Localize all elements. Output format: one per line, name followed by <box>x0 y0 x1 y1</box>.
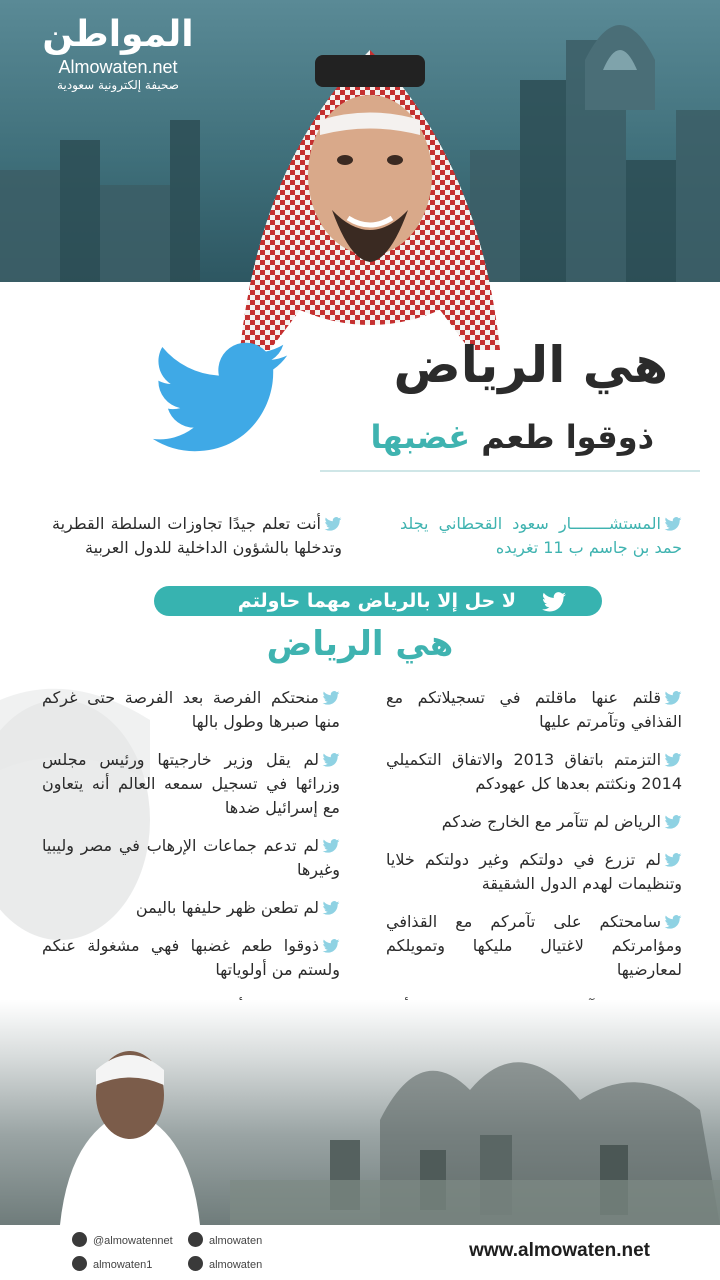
logo-wordmark: المواطن <box>42 14 194 55</box>
tweet-bird-icon <box>664 853 682 867</box>
tweet-text: سامحتكم على تآمركم مع القذافي ومؤامرتكم لاغتيال مليكها وتمويلكم لمعارضيها <box>386 912 682 979</box>
twitter-handle[interactable] <box>72 1232 173 1247</box>
tweet-item <box>42 834 340 882</box>
tweet-text: الرياض لم تتآمر مع الخارج ضدكم <box>441 812 661 831</box>
snapchat-icon <box>188 1232 203 1247</box>
snapchat-handle-text: almowaten <box>209 1235 263 1247</box>
top-tweet-left <box>52 512 342 560</box>
tweet-item <box>42 686 340 734</box>
instagram-handle[interactable] <box>72 1256 152 1271</box>
kingdom-tower-icon <box>575 0 665 110</box>
tweet-text: قلتم عنها ماقلتم في تسجيلاتكم مع القذافي وتآمرتم عليها <box>386 688 682 731</box>
instagram-handle-text: almowaten1 <box>93 1259 153 1271</box>
page-title: هي الرياض <box>393 336 668 394</box>
section-heading: هي الرياض <box>266 624 454 664</box>
facebook-handle-text: almowaten <box>209 1259 263 1271</box>
tweet-bird-icon <box>664 517 682 531</box>
scene-illustration <box>0 1000 720 1225</box>
tweet-bird-icon <box>664 915 682 929</box>
tweet-bird-icon <box>322 691 340 705</box>
tweet-text: لم تطعن ظهر حليفها باليمن <box>135 898 319 917</box>
tweet-bird-icon <box>664 815 682 829</box>
tweet-item <box>386 910 682 982</box>
top-tweet-right <box>400 512 682 560</box>
tweet-item <box>386 810 682 834</box>
tweet-bird-icon <box>322 939 340 953</box>
tweet-bird-icon <box>322 839 340 853</box>
portrait-illustration <box>220 10 520 350</box>
tweet-bird-icon <box>322 753 340 767</box>
tweet-item <box>42 896 340 920</box>
twitter-bird-icon <box>150 342 290 454</box>
tweet-item <box>42 934 340 982</box>
tweet-bird-icon <box>664 691 682 705</box>
divider <box>320 470 700 472</box>
tweet-text: لم يقل وزير خارجيتها ورئيس مجلس وزرائها في تسجيل سمعه العالم أنه يتعاون مع إسرائيل ضدها <box>42 750 340 817</box>
logo-site-name: Almowaten.net <box>58 57 178 77</box>
tweet-text: المستشــــــــار سعود القحطاني يجلد حمد بن جاسم ب 11 تغريده <box>400 514 682 557</box>
tweet-item <box>386 748 682 796</box>
tweet-text: أنت تعلم جيدًا تجاوزات السلطة القطرية وتدخلها بالشؤون الداخلية للدول العربية <box>52 514 342 557</box>
facebook-handle[interactable] <box>188 1256 262 1271</box>
tweet-text: لم تزرع في دولتكم وغير دولتكم خلايا وتنظيمات لهدم الدول الشقيقة <box>386 850 682 893</box>
facebook-icon <box>188 1256 203 1271</box>
tweet-item <box>386 686 682 734</box>
tweet-text: لم تدعم جماعات الإرهاب في مصر وليبيا وغيرها <box>42 836 340 879</box>
twitter-handle-text: @almowatennet <box>93 1235 173 1247</box>
banner-twitter-icon <box>540 592 568 612</box>
tweet-bird-icon <box>664 753 682 767</box>
logo-tagline: صحيفة إلكترونية سعودية <box>57 78 179 92</box>
tweet-bird-icon <box>322 901 340 915</box>
tweet-text: ذوقوا طعم غضبها فهي مشغولة عنكم ولستم من أولوياتها <box>42 936 340 979</box>
subtitle-prefix: ذوقوا طعم <box>470 418 654 456</box>
twitter-icon <box>72 1232 87 1247</box>
tweet-bird-icon <box>324 517 342 531</box>
tweet-text: منحتكم الفرصة بعد الفرصة حتى غركم منها صبرها وطول بالها <box>42 688 340 731</box>
tweet-text: التزمتم باتفاق 2013 والاتفاق التكميلي 2014 ونكثتم بعدها كل عهودكم <box>386 750 682 793</box>
tweet-item <box>386 848 682 896</box>
website-url[interactable]: www.almowaten.net <box>469 1240 650 1261</box>
hashtag-banner <box>154 586 602 616</box>
bottom-scene <box>0 1000 720 1225</box>
snapchat-handle[interactable] <box>188 1232 262 1247</box>
page-subtitle <box>371 418 654 456</box>
tweet-item <box>42 748 340 820</box>
banner-text: لا حل إلا بالرياض مهما حاولتم <box>237 590 516 612</box>
instagram-icon <box>72 1256 87 1271</box>
site-logo[interactable] <box>28 14 208 92</box>
subtitle-highlight: غضبها <box>370 418 471 456</box>
